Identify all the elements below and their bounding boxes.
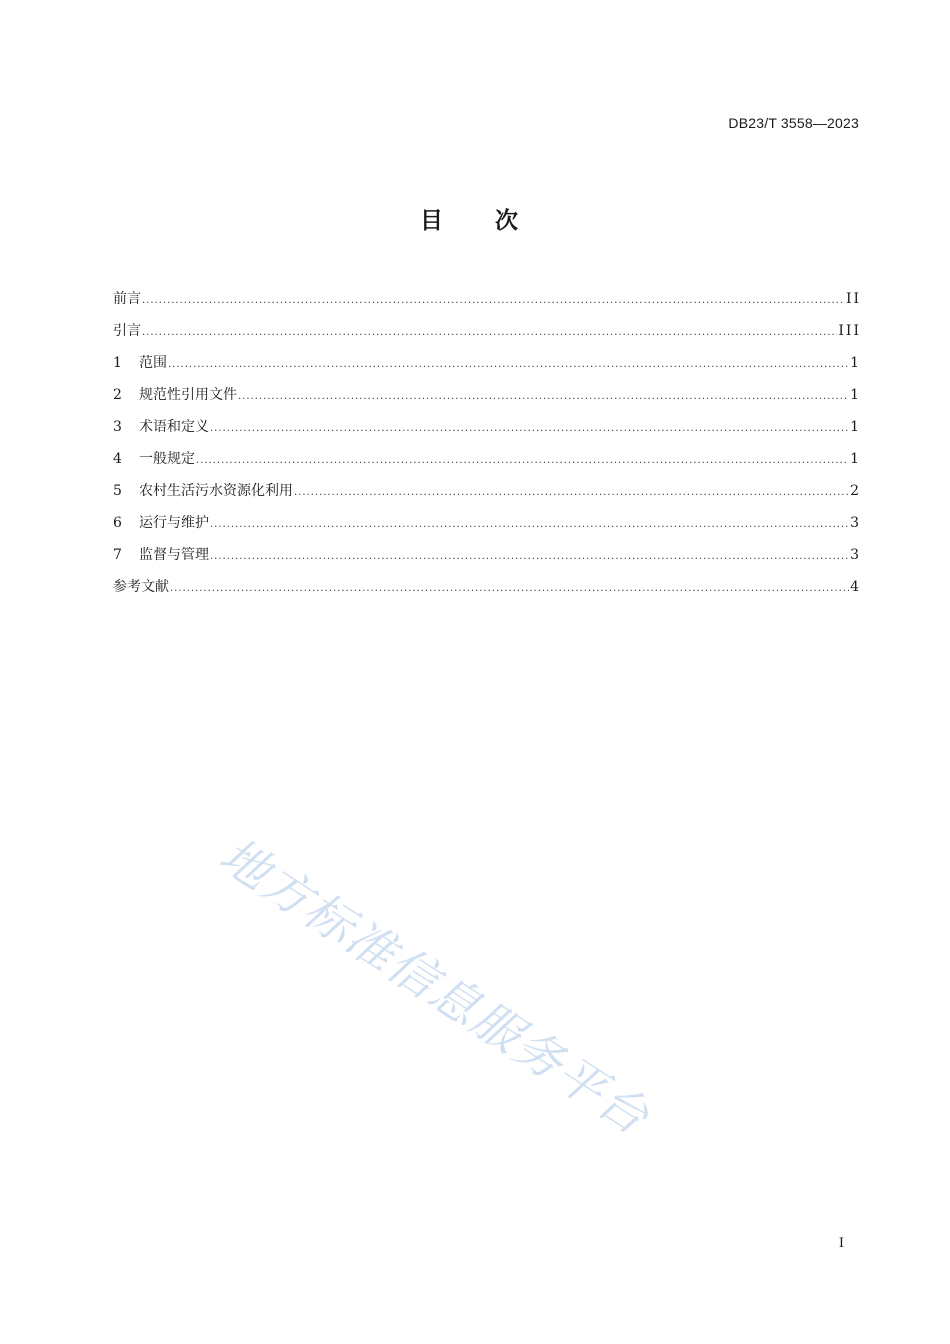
toc-entry-page: II xyxy=(845,291,861,307)
watermark: 地方标准信息服务平台 xyxy=(209,827,660,1147)
toc-entry-supervision-management[interactable] xyxy=(113,544,859,576)
toc-entry-number: 1 xyxy=(113,355,122,371)
toc-entry-number: 4 xyxy=(113,451,122,467)
toc-entry-label: 运行与维护 xyxy=(139,515,209,531)
toc-entry-label: 术语和定义 xyxy=(139,419,209,435)
toc-entry-label: 监督与管理 xyxy=(139,547,209,563)
toc-leader-dots xyxy=(210,519,849,530)
toc-entry-bibliography[interactable] xyxy=(113,576,859,608)
document-code: DB23/T 3558—2023 xyxy=(728,115,859,131)
toc-entry-page: 3 xyxy=(850,547,861,563)
toc-leader-dots xyxy=(294,487,849,498)
toc-leader-dots xyxy=(210,423,849,434)
toc-entry-introduction[interactable] xyxy=(113,320,859,352)
toc-entry-label: 范围 xyxy=(139,355,167,371)
toc-entry-resource-utilization[interactable] xyxy=(113,480,859,512)
page-number: I xyxy=(838,1236,844,1251)
toc-entry-general-provisions[interactable] xyxy=(113,448,859,480)
toc-entry-scope[interactable] xyxy=(113,352,859,384)
toc-entry-page: 3 xyxy=(850,515,861,531)
toc-entry-label: 参考文献 xyxy=(113,579,169,595)
toc-entry-page: 4 xyxy=(850,579,861,595)
toc-entry-page: 1 xyxy=(850,419,861,435)
toc-entry-number: 6 xyxy=(113,515,122,531)
toc-entry-page: 2 xyxy=(850,483,861,499)
toc-leader-dots xyxy=(168,359,849,370)
toc-entry-operation-maintenance[interactable] xyxy=(113,512,859,544)
toc-entry-page: 1 xyxy=(850,387,861,403)
toc-entry-label: 前言 xyxy=(113,291,141,307)
toc-entry-terms-definitions[interactable] xyxy=(113,416,859,448)
toc-entry-page: 1 xyxy=(850,355,861,371)
toc-entry-page: 1 xyxy=(850,451,861,467)
toc-entry-normative-references[interactable] xyxy=(113,384,859,416)
toc-entry-label: 一般规定 xyxy=(139,451,195,467)
toc-entry-label: 引言 xyxy=(113,323,141,339)
toc-entry-number: 7 xyxy=(113,547,122,563)
toc-entry-number: 3 xyxy=(113,419,122,435)
toc-leader-dots xyxy=(238,391,849,402)
toc-leader-dots xyxy=(170,583,849,594)
toc-entry-label: 农村生活污水资源化利用 xyxy=(139,483,293,499)
toc-entry-page: III xyxy=(838,323,861,339)
toc-leader-dots xyxy=(142,327,837,338)
toc-title: 目次 xyxy=(420,208,570,234)
table-of-contents xyxy=(113,288,859,608)
toc-entry-number: 5 xyxy=(113,483,122,499)
toc-entry-label: 规范性引用文件 xyxy=(139,387,237,403)
toc-entry-number: 2 xyxy=(113,387,122,403)
toc-leader-dots xyxy=(142,295,845,306)
toc-entry-foreword[interactable] xyxy=(113,288,859,320)
toc-leader-dots xyxy=(196,455,849,466)
toc-leader-dots xyxy=(210,551,849,562)
